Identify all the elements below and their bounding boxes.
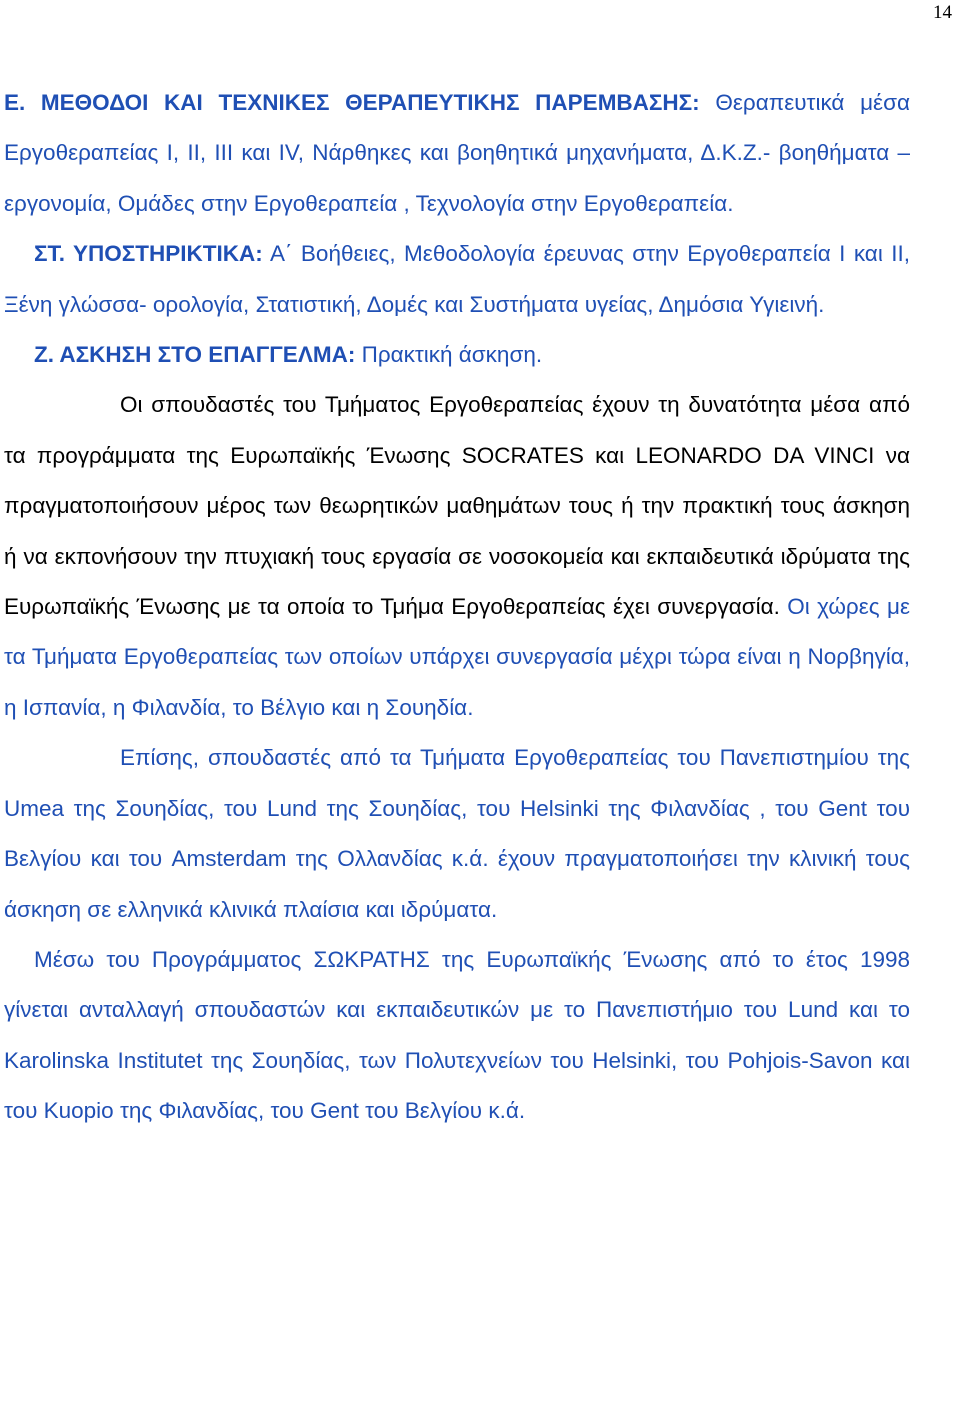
section-st — [4, 229, 910, 330]
paragraph-incoming-students-text: Επίσης, σπουδαστές από τα Τμήματα Εργοθεραπείας του Πανεπιστημίου της Umea της Σουηδίας, του Lund της Σουηδίας, του Helsinki της Φιλανδίας , του Gent του Βελγίου και του Amsterdam της Ολλανδίας κ.ά. έχουν πραγματοποιήσει την κλινική τους άσκηση σε ελληνικά κλινικά πλαίσια και ιδρύματα. — [4, 745, 910, 922]
section-e-label: Ε. ΜΕΘΟΔΟΙ ΚΑΙ ΤΕΧΝΙΚΕΣ ΘΕΡΑΠΕΥΤΙΚΗΣ ΠΑΡΕΜΒΑΣΗΣ: — [4, 90, 700, 115]
section-e-text: Θεραπευτικά μέσα Εργοθεραπείας Ι, ΙΙ, ΙΙΙ και ΙV, Νάρθηκες και βοηθητικά μηχανήματα, Δ.Κ.Ζ.- βοηθήματα –εργονομία, Ομάδες στην Εργοθεραπεία , Τεχνολογία στην Εργοθεραπεία. — [4, 90, 910, 216]
page-number: 14 — [933, 2, 952, 23]
section-z-label: Ζ. ΑΣΚΗΣΗ ΣΤΟ ΕΠΑΓΓΕΛΜΑ: — [34, 342, 356, 368]
section-st-label: ΣΤ. ΥΠΟΣΤΗΡΙΚΤΙΚΑ: — [34, 241, 263, 267]
paragraph-erasmus-text: Οι σπουδαστές του Τμήματος Εργοθεραπείας έχουν τη δυνατότητα μέσα από τα προγράμματα της Ευρωπαϊκής Ένωσης SOCRATES και LEONARDO DA VINCI να πραγματοποιήσουν μέρος των θεωρητικών μαθημάτων τους ή την πρακτική τους άσκηση ή να εκπονήσουν την πτυχιακή τους εργασία σε νοσοκομεία και εκπαιδευτικά ιδρύματα της Ευρωπαϊκής Ένωσης με τα οποία το Τμήμα Εργοθεραπείας έχει συνεργασία. — [4, 392, 910, 620]
section-z — [4, 330, 910, 380]
document-body — [4, 78, 910, 1137]
paragraph-socrates — [4, 935, 910, 1137]
section-z-text: Πρακτική άσκηση. — [361, 342, 543, 368]
paragraph-erasmus — [4, 380, 910, 733]
paragraph-socrates-text: Μέσω του Προγράμματος ΣΩΚΡΑΤΗΣ της Ευρωπαϊκής Ένωσης από το έτος 1998 γίνεται ανταλλαγή σπουδαστών και εκπαιδευτικών με το Πανεπιστήμιο του Lund και το Karolinska Institutet της Σουηδίας, των Πολυτεχνείων του Helsinki, του Pohjois-Savon και του Kuopio της Φιλανδίας, του Gent του Βελγίου κ.ά. — [4, 946, 910, 1124]
section-st-text: Α΄ Βοήθειες, Μεθοδολογία έρευνας στην Εργοθεραπεία Ι και ΙΙ, Ξένη γλώσσα- ορολογία, Στατιστική, Δομές και Συστήματα υγείας, Δημόσια Υγιεινή. — [4, 241, 910, 317]
paragraph-erasmus-countries: Οι χώρες με τα Τμήματα Εργοθεραπείας των οποίων υπάρχει συνεργασία μέχρι τώρα είναι η Νορβηγία, η Ισπανία, η Φιλανδία, το Βέλγιο και η Σουηδία. — [4, 594, 910, 720]
paragraph-incoming-students — [4, 733, 910, 935]
section-e — [4, 78, 910, 229]
